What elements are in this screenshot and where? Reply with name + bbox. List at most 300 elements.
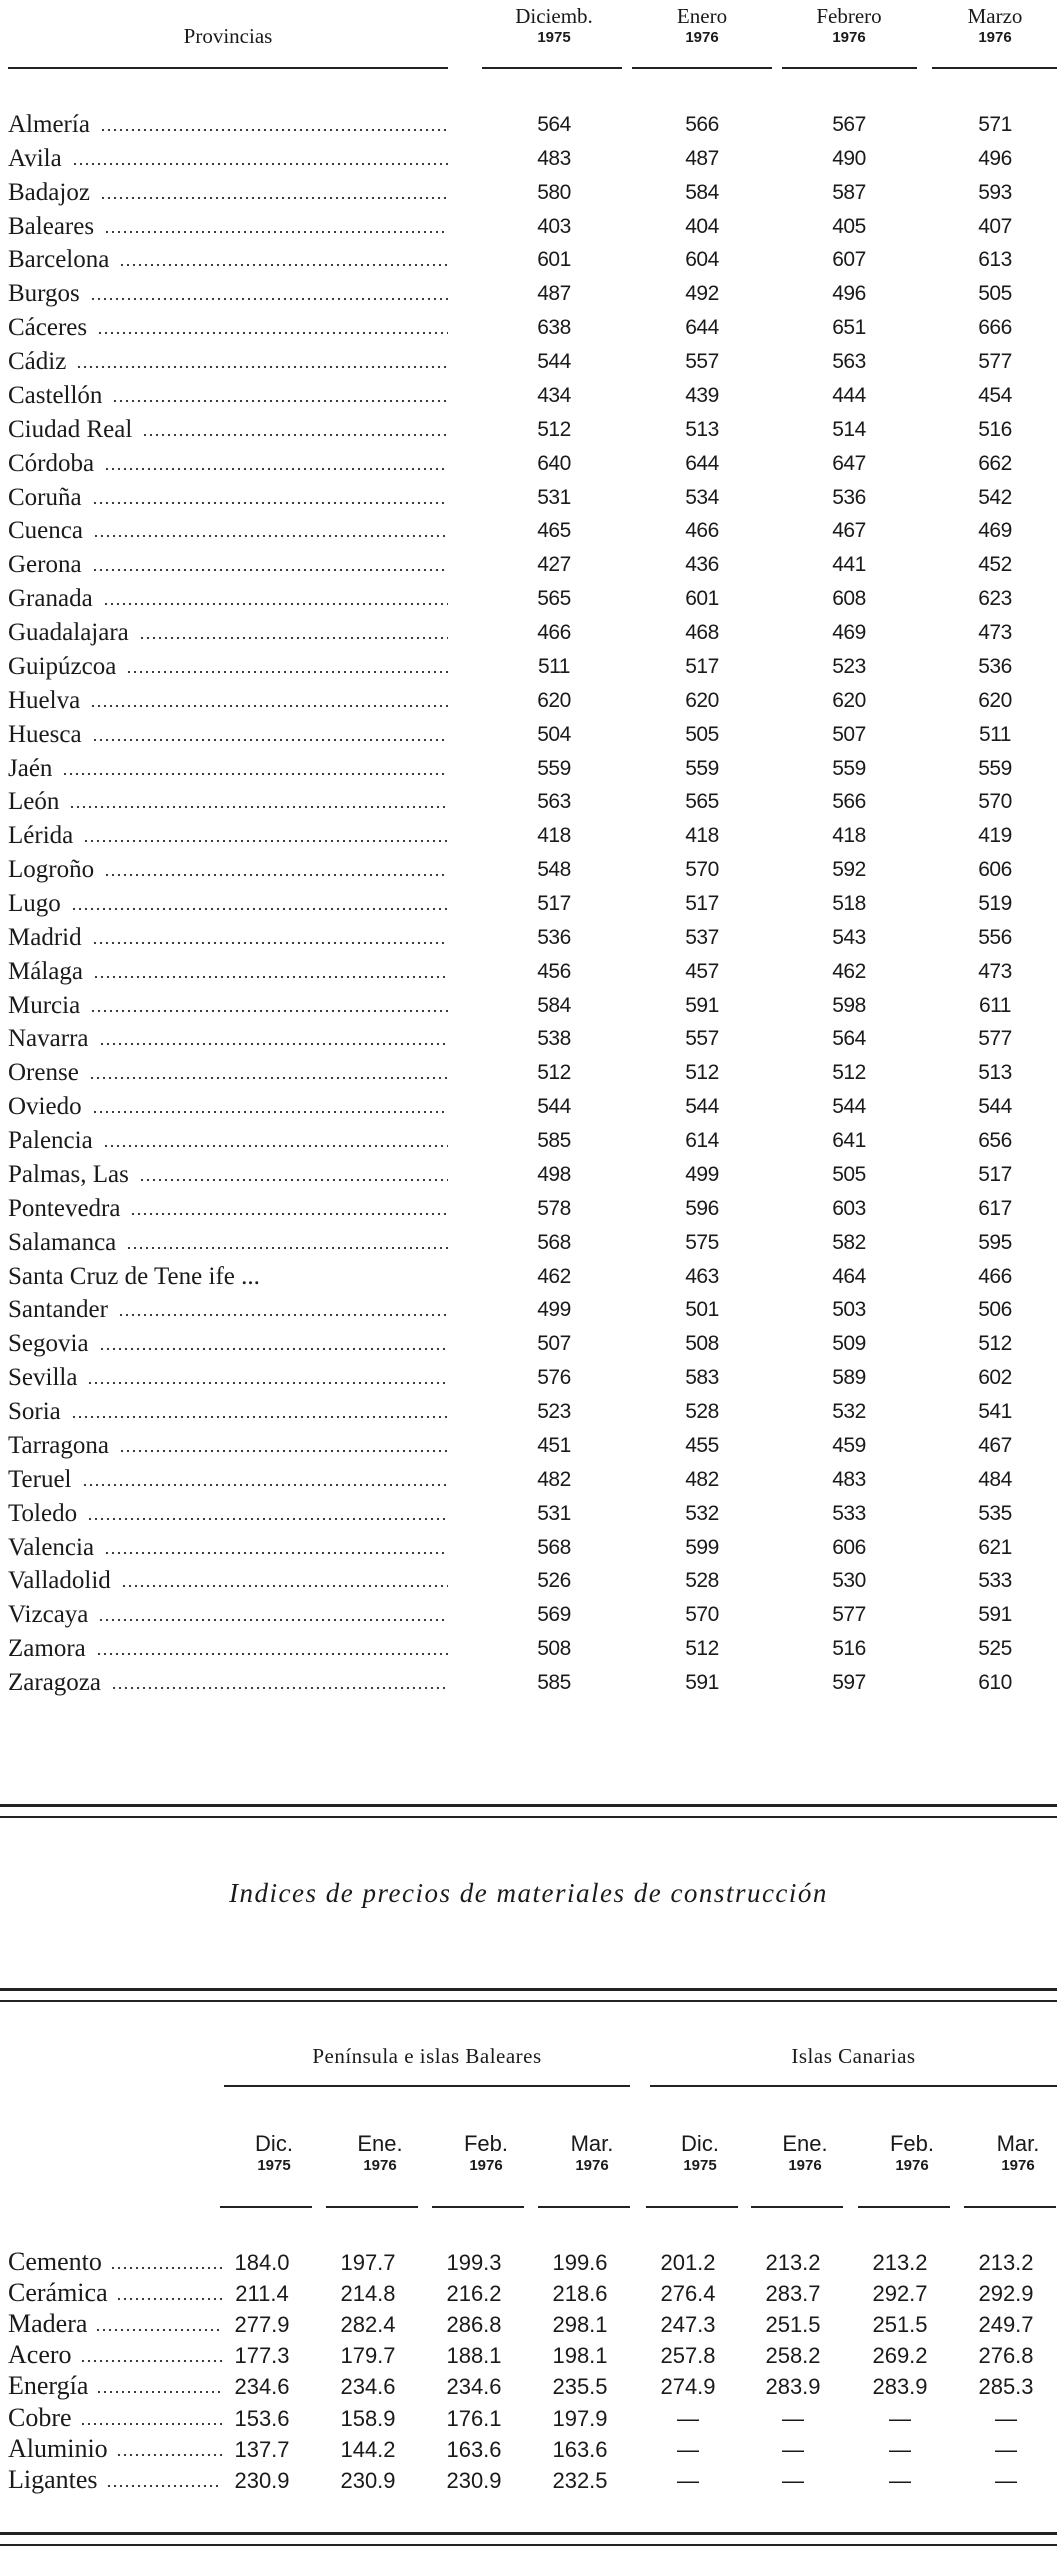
province-cell xyxy=(8,1364,448,1392)
value-cell: 473 xyxy=(978,621,1012,645)
dot-leader xyxy=(99,1347,448,1351)
province-cell xyxy=(8,517,448,545)
province-cell xyxy=(8,1059,448,1087)
value-cell: 536 xyxy=(978,654,1012,678)
value-cell: 459 xyxy=(832,1433,866,1457)
material-cell xyxy=(8,2371,222,2401)
value-cell: 230.9 xyxy=(446,2467,502,2493)
dot-leader xyxy=(92,501,448,505)
value-cell: 158.9 xyxy=(340,2405,396,2431)
value-cell: 232.5 xyxy=(552,2467,608,2493)
value-cell: 482 xyxy=(685,1467,719,1491)
value-cell: 419 xyxy=(978,824,1012,848)
value-cell: 427 xyxy=(537,553,571,577)
value-cell: 505 xyxy=(832,1162,866,1186)
province-cell xyxy=(8,348,448,376)
province-name: Palencia xyxy=(8,1127,93,1155)
value-cell: 466 xyxy=(537,621,571,645)
table-row xyxy=(0,345,1057,379)
province-cell xyxy=(8,721,448,749)
province-name: Santa Cruz de Tene ife ... xyxy=(8,1262,260,1290)
dot-leader xyxy=(90,1009,448,1013)
table-row xyxy=(0,1666,1057,1700)
province-cell xyxy=(8,1432,448,1460)
column-month: Mar. xyxy=(570,2131,614,2156)
value-cell: 184.0 xyxy=(234,2250,290,2275)
value-cell: 444 xyxy=(832,383,866,407)
value-cell: 608 xyxy=(832,587,866,611)
value-cell: 576 xyxy=(537,1366,571,1390)
column-year: 1975 xyxy=(683,2157,717,2174)
material-name: Aluminio xyxy=(8,2433,108,2463)
value-cell: 584 xyxy=(537,993,571,1017)
province-cell xyxy=(8,890,448,918)
value-cell: 647 xyxy=(832,451,866,475)
table-row xyxy=(0,1192,1057,1226)
value-cell: 466 xyxy=(978,1264,1012,1288)
province-cell xyxy=(8,111,448,139)
column-header xyxy=(330,2132,430,2176)
province-name: Córdoba xyxy=(8,449,95,477)
table-row xyxy=(0,1056,1057,1090)
value-cell: 512 xyxy=(537,1061,571,1085)
value-cell: 542 xyxy=(978,485,1012,509)
dot-leader xyxy=(92,1110,448,1114)
value-cell: 403 xyxy=(537,214,571,238)
value-cell: 286.8 xyxy=(446,2312,502,2338)
value-cell: 601 xyxy=(537,248,571,272)
value-cell: 544 xyxy=(685,1095,719,1119)
value-cell: 598 xyxy=(832,993,866,1017)
header-rule xyxy=(964,2206,1056,2208)
value-cell: 563 xyxy=(537,790,571,814)
province-cell xyxy=(8,1296,448,1324)
column-month: Febrero xyxy=(816,4,882,28)
value-cell: — xyxy=(677,2405,699,2431)
value-cell: 507 xyxy=(537,1332,571,1356)
value-cell: 473 xyxy=(978,959,1012,983)
value-cell: — xyxy=(677,2436,699,2462)
value-cell: 644 xyxy=(685,451,719,475)
dot-leader xyxy=(139,1178,448,1182)
table-row xyxy=(0,1327,1057,1361)
value-cell: 163.6 xyxy=(552,2436,608,2462)
province-cell xyxy=(8,1195,448,1223)
province-cell xyxy=(8,145,448,173)
table-row xyxy=(0,650,1057,684)
group-rule xyxy=(650,2085,1057,2087)
value-cell: 570 xyxy=(685,1603,719,1627)
value-cell: 179.7 xyxy=(340,2343,396,2369)
province-name: Murcia xyxy=(8,991,81,1019)
header-rule xyxy=(326,2206,418,2208)
value-cell: 213.2 xyxy=(978,2250,1034,2275)
value-cell: 535 xyxy=(978,1501,1012,1525)
value-cell: 469 xyxy=(832,621,866,645)
value-cell: 517 xyxy=(537,892,571,915)
table-row xyxy=(0,752,1057,786)
column-year: 1975 xyxy=(257,2157,291,2174)
value-cell: 564 xyxy=(832,1027,866,1051)
value-cell: 544 xyxy=(537,1095,571,1119)
province-name: León xyxy=(8,788,60,816)
value-cell: 567 xyxy=(832,113,866,136)
province-cell xyxy=(8,788,448,816)
province-cell xyxy=(8,213,448,241)
value-cell: — xyxy=(889,2405,911,2431)
table-row xyxy=(0,718,1057,752)
dot-leader xyxy=(80,2359,222,2363)
column-header xyxy=(542,2132,642,2176)
value-cell: 537 xyxy=(685,925,719,949)
value-cell: 283.7 xyxy=(765,2281,821,2307)
value-cell: 466 xyxy=(685,519,719,543)
province-cell xyxy=(8,755,448,783)
province-name: Coruña xyxy=(8,483,82,511)
province-name: Segovia xyxy=(8,1330,89,1358)
value-cell: 484 xyxy=(978,1467,1012,1491)
province-name: Jaén xyxy=(8,754,53,782)
value-cell: 276.8 xyxy=(978,2343,1034,2369)
value-cell: 512 xyxy=(537,417,571,441)
value-cell: 513 xyxy=(685,417,719,441)
column-month: Feb. xyxy=(889,2131,935,2156)
value-cell: 607 xyxy=(832,248,866,272)
table-row xyxy=(0,1564,1057,1598)
value-cell: 620 xyxy=(685,688,719,712)
value-cell: 457 xyxy=(685,959,719,983)
column-header xyxy=(968,2132,1057,2176)
value-cell: 298.1 xyxy=(552,2312,608,2338)
value-cell: 197.9 xyxy=(552,2405,608,2431)
value-cell: 434 xyxy=(537,383,571,407)
header-rule xyxy=(432,2206,524,2208)
group-rule xyxy=(224,2085,630,2087)
value-cell: 531 xyxy=(537,485,571,509)
value-cell: 418 xyxy=(685,824,719,848)
column-header xyxy=(862,2132,962,2176)
province-name: Huesca xyxy=(8,720,82,748)
column-year: 1976 xyxy=(363,2157,397,2174)
value-cell: 666 xyxy=(978,316,1012,340)
value-cell: 283.9 xyxy=(872,2374,928,2400)
double-rule xyxy=(0,2544,1057,2546)
double-rule xyxy=(0,2532,1057,2535)
dot-leader xyxy=(126,670,448,674)
table-row xyxy=(0,2309,1057,2340)
dot-leader xyxy=(92,568,448,572)
value-cell: 564 xyxy=(537,113,571,136)
province-cell xyxy=(8,1093,448,1121)
table-row xyxy=(0,2247,1057,2278)
province-name: Orense xyxy=(8,1059,79,1087)
table-row xyxy=(0,1361,1057,1395)
province-name: Soria xyxy=(8,1398,61,1426)
value-cell: 565 xyxy=(685,790,719,814)
value-cell: 526 xyxy=(537,1569,571,1593)
province-cell xyxy=(8,1669,448,1697)
value-cell: 188.1 xyxy=(446,2343,502,2369)
value-cell: 525 xyxy=(978,1637,1012,1661)
table-row xyxy=(0,2434,1057,2465)
province-name: Palmas, Las xyxy=(8,1160,129,1188)
column-month: Dic. xyxy=(255,2131,293,2156)
table-row xyxy=(0,2340,1057,2371)
table-row xyxy=(0,1531,1057,1565)
value-cell: 514 xyxy=(832,417,866,441)
value-cell: 506 xyxy=(978,1298,1012,1322)
value-cell: 544 xyxy=(978,1095,1012,1119)
value-cell: 528 xyxy=(685,1569,719,1593)
value-cell: 234.6 xyxy=(446,2374,502,2400)
dot-leader xyxy=(76,365,448,369)
value-cell: 596 xyxy=(685,1196,719,1220)
table-row xyxy=(0,481,1057,515)
value-cell: 644 xyxy=(685,316,719,340)
column-header xyxy=(650,2132,750,2176)
table-row xyxy=(0,1226,1057,1260)
dot-leader xyxy=(97,331,448,335)
value-cell: 269.2 xyxy=(872,2343,928,2369)
table-row xyxy=(0,447,1057,481)
dot-leader xyxy=(93,534,448,538)
value-cell: 597 xyxy=(832,1671,866,1695)
value-cell: 599 xyxy=(685,1535,719,1559)
double-rule xyxy=(0,2000,1057,2002)
value-cell: 503 xyxy=(832,1298,866,1322)
value-cell: 623 xyxy=(978,587,1012,611)
value-cell: 274.9 xyxy=(660,2374,716,2400)
value-cell: 580 xyxy=(537,180,571,204)
table-row xyxy=(0,1124,1057,1158)
dot-leader xyxy=(90,297,448,301)
column-year: 1976 xyxy=(469,2157,503,2174)
value-cell: 530 xyxy=(832,1569,866,1593)
value-cell: 247.3 xyxy=(660,2312,716,2338)
table-row xyxy=(0,514,1057,548)
value-cell: 490 xyxy=(832,146,866,170)
value-cell: 606 xyxy=(978,858,1012,882)
value-cell: 585 xyxy=(537,1129,571,1153)
value-cell: 536 xyxy=(537,925,571,949)
value-cell: — xyxy=(995,2436,1017,2462)
dot-leader xyxy=(112,399,448,403)
value-cell: 177.3 xyxy=(234,2343,290,2369)
material-cell xyxy=(8,2465,222,2495)
double-rule xyxy=(0,1988,1057,1991)
dot-leader xyxy=(87,1517,448,1521)
value-cell: 483 xyxy=(832,1467,866,1491)
value-cell: 585 xyxy=(537,1671,571,1695)
province-cell xyxy=(8,551,448,579)
province-name: Zamora xyxy=(8,1635,86,1663)
value-cell: 418 xyxy=(832,824,866,848)
material-cell xyxy=(8,2340,222,2370)
value-cell: 467 xyxy=(832,519,866,543)
value-cell: 508 xyxy=(537,1637,571,1661)
column-month: Marzo xyxy=(967,4,1023,28)
value-cell: 153.6 xyxy=(234,2405,290,2431)
province-cell xyxy=(8,687,448,715)
material-cell xyxy=(8,2278,222,2308)
province-name: Málaga xyxy=(8,957,83,985)
value-cell: 583 xyxy=(685,1366,719,1390)
province-cell xyxy=(8,1601,448,1629)
value-cell: — xyxy=(995,2405,1017,2431)
column-month: Ene. xyxy=(357,2131,403,2156)
value-cell: 610 xyxy=(978,1671,1012,1695)
column-month: Ene. xyxy=(782,2131,828,2156)
value-cell: — xyxy=(782,2467,804,2493)
value-cell: 462 xyxy=(537,1264,571,1288)
province-cell xyxy=(8,382,448,410)
value-cell: 528 xyxy=(685,1400,719,1424)
value-cell: 201.2 xyxy=(660,2250,716,2275)
value-cell: 532 xyxy=(685,1501,719,1525)
dot-leader xyxy=(92,738,448,742)
value-cell: 452 xyxy=(978,553,1012,577)
value-cell: 519 xyxy=(978,892,1012,915)
value-cell: 577 xyxy=(978,1027,1012,1051)
value-cell: 199.3 xyxy=(446,2250,502,2275)
value-cell: 566 xyxy=(832,790,866,814)
value-cell: 283.9 xyxy=(765,2374,821,2400)
table-row xyxy=(0,1632,1057,1666)
table-row xyxy=(0,1598,1057,1632)
table-row xyxy=(0,853,1057,887)
value-cell: 559 xyxy=(685,756,719,780)
value-cell: 508 xyxy=(685,1332,719,1356)
double-rule xyxy=(0,1804,1057,1807)
value-cell: 483 xyxy=(537,146,571,170)
material-name: Energía xyxy=(8,2371,89,2401)
province-name: Pontevedra xyxy=(8,1194,121,1222)
value-cell: 568 xyxy=(537,1535,571,1559)
table-row xyxy=(0,1158,1057,1192)
dot-leader xyxy=(116,2453,222,2457)
dot-leader xyxy=(119,1449,448,1453)
value-cell: 541 xyxy=(978,1400,1012,1424)
dot-leader xyxy=(130,1212,448,1216)
value-cell: 214.8 xyxy=(340,2281,396,2307)
dot-leader xyxy=(83,839,448,843)
dot-leader xyxy=(104,873,448,877)
column-year: 1976 xyxy=(788,2157,822,2174)
column-header-provincias: Provincias xyxy=(183,24,273,48)
value-cell: — xyxy=(889,2467,911,2493)
value-cell: 565 xyxy=(537,587,571,611)
value-cell: 620 xyxy=(537,688,571,712)
province-name: Valladolid xyxy=(8,1567,111,1595)
value-cell: 218.6 xyxy=(552,2281,608,2307)
value-cell: 492 xyxy=(685,282,719,306)
table-row xyxy=(0,684,1057,718)
value-cell: 662 xyxy=(978,451,1012,475)
table-row xyxy=(0,955,1057,989)
value-cell: 566 xyxy=(685,113,719,136)
dot-leader xyxy=(87,1381,448,1385)
province-cell xyxy=(8,1161,448,1189)
double-rule xyxy=(0,1816,1057,1818)
table-row xyxy=(0,379,1057,413)
value-cell: 641 xyxy=(832,1129,866,1153)
dot-leader xyxy=(110,2266,222,2270)
value-cell: 569 xyxy=(537,1603,571,1627)
dot-leader xyxy=(99,1042,449,1046)
value-cell: 463 xyxy=(685,1264,719,1288)
province-name: Madrid xyxy=(8,923,82,951)
value-cell: 249.7 xyxy=(978,2312,1034,2338)
header-rule xyxy=(632,67,772,69)
column-month: Enero xyxy=(676,4,728,28)
province-name: Gerona xyxy=(8,551,82,579)
value-cell: 606 xyxy=(832,1535,866,1559)
table-row xyxy=(0,176,1057,210)
value-cell: 482 xyxy=(537,1467,571,1491)
dot-leader xyxy=(106,2484,222,2488)
value-cell: 651 xyxy=(832,316,866,340)
material-name: Cobre xyxy=(8,2402,72,2432)
value-cell: 512 xyxy=(832,1061,866,1085)
value-cell: — xyxy=(677,2467,699,2493)
value-cell: 498 xyxy=(537,1162,571,1186)
value-cell: 257.8 xyxy=(660,2343,716,2369)
material-cell xyxy=(8,2247,222,2277)
value-cell: 282.4 xyxy=(340,2312,396,2338)
province-cell xyxy=(8,450,448,478)
value-cell: 439 xyxy=(685,383,719,407)
value-cell: 557 xyxy=(685,350,719,374)
value-cell: 276.4 xyxy=(660,2281,716,2307)
table-row xyxy=(0,785,1057,819)
value-cell: 199.6 xyxy=(552,2250,608,2275)
province-name: Guadalajara xyxy=(8,619,129,647)
table-row xyxy=(0,2403,1057,2434)
dot-leader xyxy=(82,1483,449,1487)
header-rule xyxy=(858,2206,950,2208)
province-cell xyxy=(8,619,448,647)
dot-leader xyxy=(100,196,448,200)
province-name: Logroño xyxy=(8,856,95,884)
material-name: Ligantes xyxy=(8,2464,98,2494)
value-cell: 505 xyxy=(685,722,719,746)
table-row xyxy=(0,413,1057,447)
province-cell xyxy=(8,992,448,1020)
province-name: Navarra xyxy=(8,1025,89,1053)
value-cell: 501 xyxy=(685,1298,719,1322)
value-cell: 621 xyxy=(978,1535,1012,1559)
material-name: Madera xyxy=(8,2309,88,2339)
table-row xyxy=(0,582,1057,616)
province-name: Almería xyxy=(8,111,90,138)
value-cell: 499 xyxy=(685,1162,719,1186)
dot-leader xyxy=(104,230,448,234)
value-cell: 213.2 xyxy=(765,2250,821,2275)
table-row xyxy=(0,311,1057,345)
value-cell: 593 xyxy=(978,180,1012,204)
column-year: 1976 xyxy=(575,2157,609,2174)
value-cell: 557 xyxy=(685,1027,719,1051)
group-header-peninsula: Península e islas Baleares xyxy=(312,2044,542,2068)
value-cell: 603 xyxy=(832,1196,866,1220)
province-name: Granada xyxy=(8,585,93,613)
table-row xyxy=(0,616,1057,650)
dot-leader xyxy=(119,263,448,267)
value-cell: 467 xyxy=(978,1433,1012,1457)
value-cell: 487 xyxy=(537,282,571,306)
dot-leader xyxy=(139,636,448,640)
dot-leader xyxy=(118,1313,448,1317)
